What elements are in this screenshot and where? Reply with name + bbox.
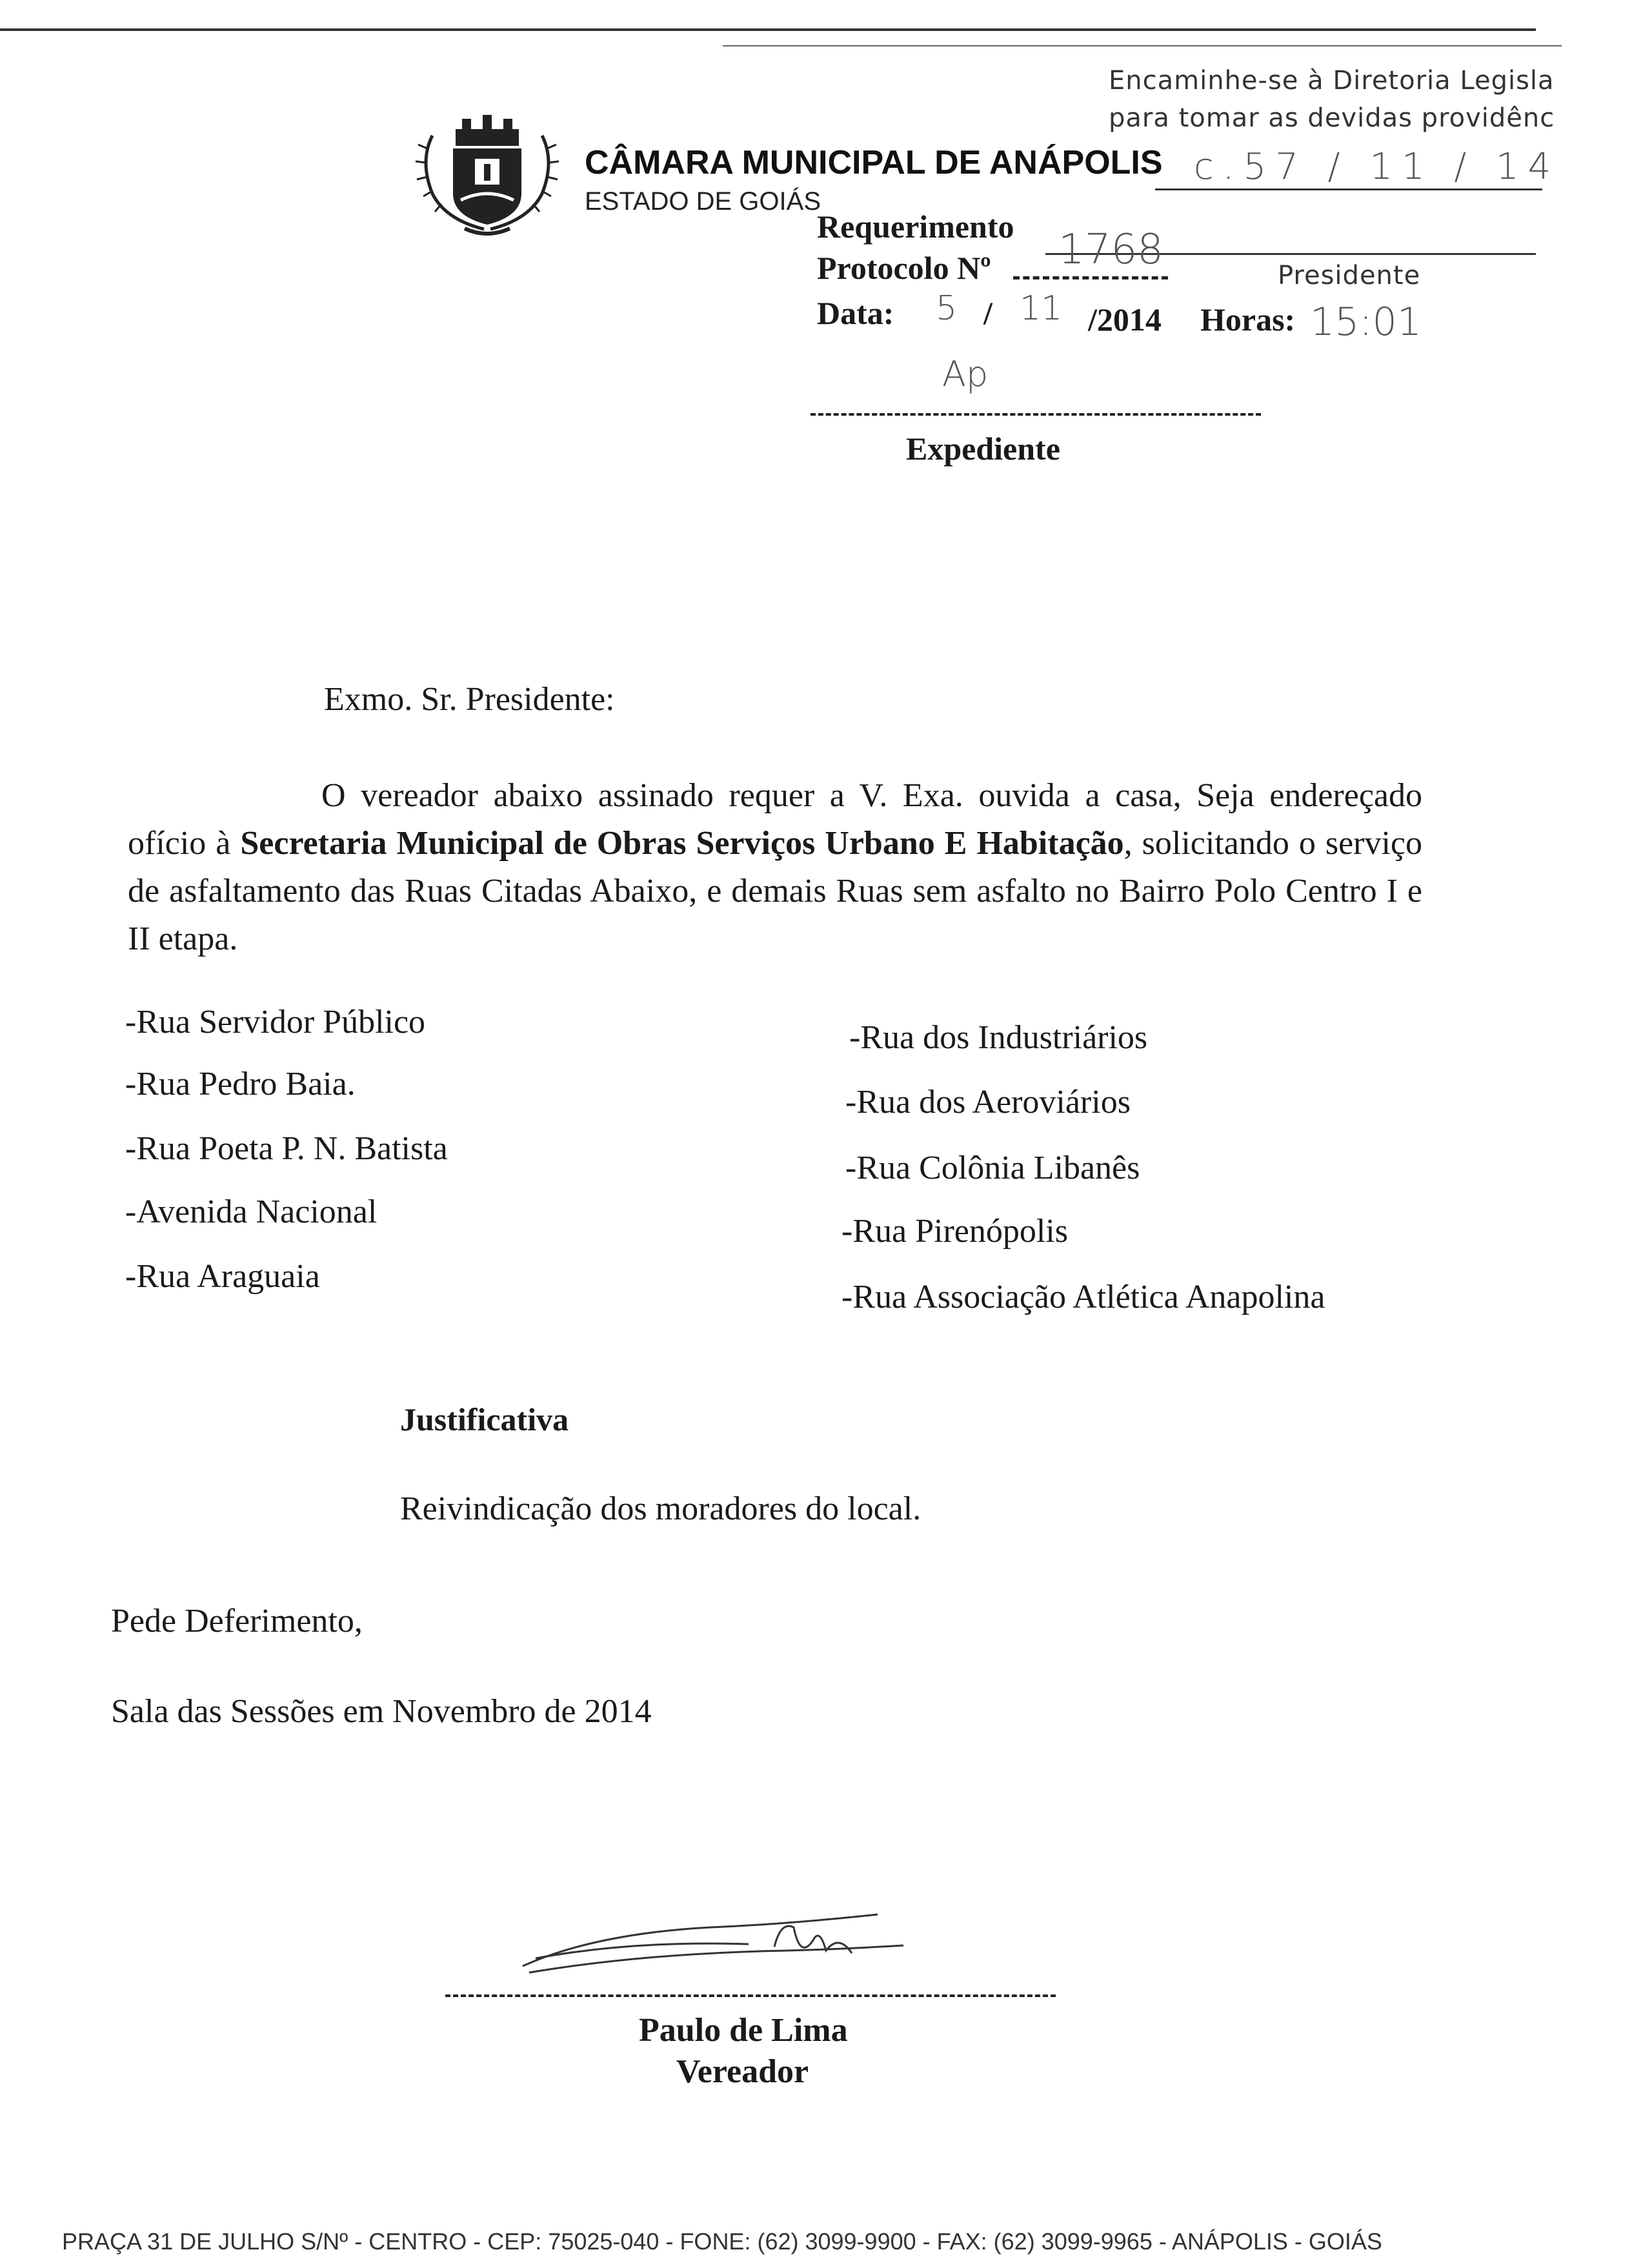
stamp-line-1: Encaminhe-se à Diretoria Legisla (1109, 66, 1555, 96)
footer-address: PRAÇA 31 DE JULHO S/Nº - CENTRO - CEP: 75025-040 - FONE: (62) 3099-9900 - FAX: (62) 3099-9965 - ANÁPOLIS - GOIÁS (62, 2228, 1382, 2255)
stamp-date-handwritten: c.57 / 11 / 14 (1194, 146, 1560, 188)
street-right-3: -Rua Colônia Libanês (845, 1150, 1140, 1186)
horas-handwritten: 15:01 (1310, 299, 1422, 345)
request-text-end: , solicitando o serviço de asfaltamento das Ruas Citadas Abaixo, e demais Ruas sem asfalto no Bairro Polo Centro I e II etapa. (128, 825, 1422, 957)
signatory-role: Vereador (676, 2053, 809, 2090)
state-name: ESTADO DE GOIÁS (585, 187, 821, 216)
salutation: Exmo. Sr. Presidente: (324, 681, 615, 718)
street-right-4: -Rua Pirenópolis (841, 1213, 1068, 1250)
signature-dash-line (445, 1994, 1056, 1997)
data-label: Data: (817, 295, 894, 331)
request-text-start: O vereador abaixo assinado requer a V. Exa. ouvida a casa, Seja endereçado ofício à (128, 777, 1422, 862)
top-border-line-thin (723, 45, 1562, 46)
protocolo-number-handwritten: 1768 (1058, 226, 1163, 274)
street-right-5: -Rua Associação Atlética Anapolina (841, 1279, 1325, 1315)
street-left-5: -Rua Araguaia (125, 1258, 320, 1295)
expediente-dash-line (811, 413, 1261, 416)
street-left-1: -Rua Servidor Público (125, 1004, 426, 1040)
justification-title: Justificativa (400, 1401, 569, 1437)
stamp-line-2: para tomar as devidas providênc (1109, 103, 1555, 133)
closing-request: Pede Deferimento, (111, 1603, 363, 1639)
stamp-president-label: Presidente (1278, 261, 1421, 290)
signatory-name: Paulo de Lima (639, 2012, 848, 2049)
expediente-label: Expediente (906, 431, 1060, 467)
data-year: /2014 (1088, 301, 1162, 338)
data-separator: / (983, 295, 992, 331)
street-left-3: -Rua Poeta P. N. Batista (125, 1130, 448, 1167)
top-border-line (0, 28, 1536, 31)
street-right-2: -Rua dos Aeroviários (845, 1084, 1131, 1121)
data-day-handwritten: 5 (936, 289, 958, 328)
protocolo-dash-line (1013, 276, 1168, 279)
protocolo-label: Protocolo Nº (817, 250, 991, 286)
institution-name: CÂMARA MUNICIPAL DE ANÁPOLIS (585, 144, 1163, 181)
secretaria-name: Secretaria Municipal de Obras Serviços Urbano E Habitação (240, 825, 1124, 862)
stamp-date-underline (1155, 188, 1542, 190)
street-left-2: -Rua Pedro Baia. (125, 1066, 356, 1102)
street-left-4: -Avenida Nacional (125, 1193, 378, 1230)
horas-label: Horas: (1200, 301, 1296, 338)
coat-of-arms-logo (413, 110, 561, 245)
justification-text: Reivindicação dos moradores do local. (400, 1490, 922, 1527)
data-month-handwritten: 11 (1020, 289, 1063, 328)
requerimento-label: Requerimento (817, 208, 1014, 245)
handwritten-signature (516, 1889, 916, 1979)
closing-place-date: Sala das Sessões em Novembro de 2014 (111, 1693, 652, 1730)
initials-handwritten: Ap (942, 354, 989, 394)
request-paragraph (128, 772, 1422, 963)
street-right-1: -Rua dos Industriários (849, 1019, 1148, 1056)
